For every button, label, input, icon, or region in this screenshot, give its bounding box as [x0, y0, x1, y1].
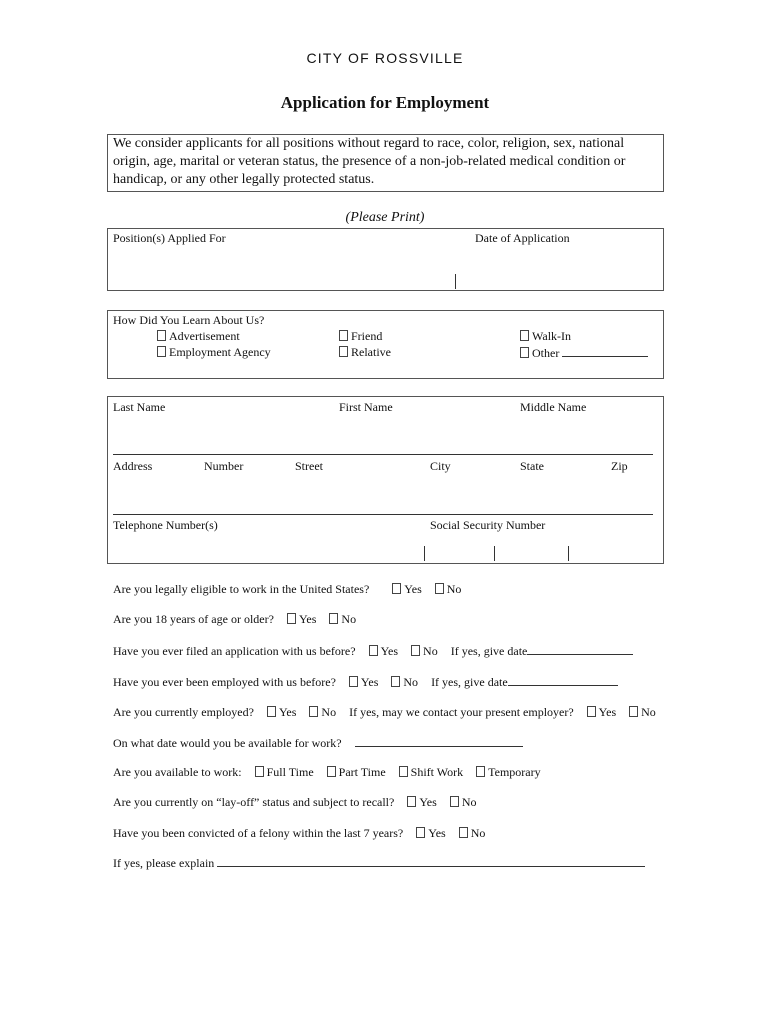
question-available-date	[113, 735, 523, 751]
question-age	[113, 612, 356, 627]
checkbox-icon[interactable]	[392, 583, 401, 594]
no-label: No	[403, 675, 419, 689]
no-label: No	[470, 826, 486, 840]
address-label: Address	[113, 459, 153, 473]
checkbox-icon[interactable]	[157, 346, 166, 357]
yes-label: Yes	[404, 582, 422, 596]
ssn-divider	[424, 546, 425, 561]
explain-blank[interactable]	[217, 855, 645, 867]
telephone-label: Telephone Number(s)	[113, 518, 218, 532]
learn-question: How Did You Learn About Us?	[113, 313, 265, 327]
personal-box	[107, 396, 664, 564]
question-text: Have you been convicted of a felony within the last 7 years?	[113, 826, 404, 840]
please-print: (Please Print)	[345, 210, 425, 225]
other-blank[interactable]	[562, 345, 648, 357]
form-title: Application for Employment	[280, 93, 490, 112]
name-line[interactable]	[113, 454, 653, 455]
option-friend[interactable]	[339, 329, 382, 344]
ssn-label: Social Security Number	[430, 518, 546, 532]
option-label: Relative	[351, 345, 391, 359]
extra-text: If yes, give date	[450, 644, 528, 658]
question-employed-before	[113, 674, 618, 690]
zip-label: Zip	[611, 459, 628, 473]
option-label: Walk-In	[532, 329, 572, 343]
ssn-divider	[494, 546, 495, 561]
number-label: Number	[204, 459, 244, 473]
option-label: Advertisement	[169, 329, 240, 343]
question-text: Have you ever filed an application with us before?	[113, 644, 356, 658]
middle-name-label: Middle Name	[520, 400, 587, 414]
question-text: Are you legally eligible to work in the United States?	[113, 582, 370, 596]
date-blank[interactable]	[527, 643, 633, 655]
state-label: State	[520, 459, 544, 473]
checkbox-icon[interactable]	[349, 676, 358, 687]
positions-field[interactable]	[110, 248, 450, 288]
yes-label: Yes	[428, 826, 446, 840]
no-label: No	[423, 644, 438, 658]
yes-label: Yes	[598, 705, 617, 719]
checkbox-icon[interactable]	[411, 645, 420, 656]
yes-label: Yes	[278, 705, 297, 719]
date-blank[interactable]	[508, 674, 618, 686]
checkbox-icon[interactable]	[520, 347, 529, 358]
checkbox-icon[interactable]	[327, 766, 336, 777]
checkbox-icon[interactable]	[629, 706, 638, 717]
question-felony	[113, 826, 485, 841]
checkbox-icon[interactable]	[435, 583, 444, 594]
yes-label: Yes	[360, 675, 379, 689]
notice-text: We consider applicants for all positions without regard to race, color, religion, sex, national origin, age, marital or veteran status, the presence of a non-job-related medical condition or handicap, or any other legally protected status.	[113, 136, 626, 187]
checkbox-icon[interactable]	[391, 676, 400, 687]
question-text: Are you available to work:	[113, 765, 242, 779]
field-divider	[455, 274, 456, 289]
option-label: Friend	[351, 329, 383, 343]
option-advertisement[interactable]	[157, 329, 240, 344]
city-label: City	[430, 459, 451, 473]
question-currently-employed	[113, 705, 656, 720]
option-employment-agency[interactable]	[157, 345, 271, 360]
last-name-label: Last Name	[113, 400, 166, 414]
no-label: No	[641, 705, 656, 719]
date-label: Date of Application	[475, 231, 570, 245]
checkbox-icon[interactable]	[520, 330, 529, 341]
option-label: Other	[532, 346, 560, 360]
question-filed-before	[113, 643, 633, 659]
checkbox-icon[interactable]	[255, 766, 264, 777]
question-availability	[113, 765, 541, 780]
shift-work-label: Shift Work	[410, 765, 464, 779]
question-text: Have you ever been employed with us before?	[113, 675, 336, 689]
yes-label: Yes	[380, 644, 399, 658]
checkbox-icon[interactable]	[267, 706, 276, 717]
checkbox-icon[interactable]	[587, 706, 596, 717]
extra-text: If yes, give date	[431, 675, 508, 689]
question-text: Are you currently employed?	[113, 705, 254, 719]
checkbox-icon[interactable]	[157, 330, 166, 341]
full-time-label: Full Time	[266, 765, 314, 779]
date-field[interactable]	[462, 248, 660, 288]
question-layoff	[113, 795, 476, 810]
address-line[interactable]	[113, 514, 653, 515]
no-label: No	[321, 705, 337, 719]
yes-label: Yes	[298, 612, 317, 626]
option-label: Employment Agency	[169, 345, 271, 359]
positions-label: Position(s) Applied For	[113, 231, 226, 245]
temporary-label: Temporary	[488, 765, 541, 779]
no-label: No	[446, 582, 462, 596]
extra-text: If yes, may we contact your present employer?	[349, 705, 574, 719]
checkbox-icon[interactable]	[339, 330, 348, 341]
question-text: Are you 18 years of age or older?	[113, 612, 274, 626]
checkbox-icon[interactable]	[369, 645, 378, 656]
checkbox-icon[interactable]	[339, 346, 348, 357]
city-heading: CITY OF ROSSVILLE	[306, 50, 464, 66]
question-text: If yes, please explain	[113, 856, 215, 870]
checkbox-icon[interactable]	[287, 613, 296, 624]
checkbox-icon[interactable]	[407, 796, 416, 807]
no-label: No	[341, 612, 357, 626]
question-eligible	[113, 582, 461, 597]
checkbox-icon[interactable]	[329, 613, 338, 624]
option-relative[interactable]	[339, 345, 391, 360]
checkbox-icon[interactable]	[416, 827, 425, 838]
checkbox-icon[interactable]	[459, 827, 468, 838]
question-text: On what date would you be available for work?	[113, 736, 342, 750]
question-text: Are you currently on “lay-off” status and subject to recall?	[113, 795, 395, 809]
part-time-label: Part Time	[338, 765, 386, 779]
first-name-label: First Name	[339, 400, 393, 414]
question-explain	[113, 855, 645, 871]
checkbox-icon[interactable]	[476, 766, 485, 777]
option-walk-in[interactable]	[520, 329, 571, 344]
checkbox-icon[interactable]	[399, 766, 408, 777]
no-label: No	[461, 795, 477, 809]
street-label: Street	[295, 459, 323, 473]
date-blank[interactable]	[355, 735, 523, 747]
yes-label: Yes	[419, 795, 437, 809]
option-other[interactable]	[520, 345, 648, 361]
ssn-divider	[568, 546, 569, 561]
checkbox-icon[interactable]	[450, 796, 459, 807]
checkbox-icon[interactable]	[309, 706, 318, 717]
